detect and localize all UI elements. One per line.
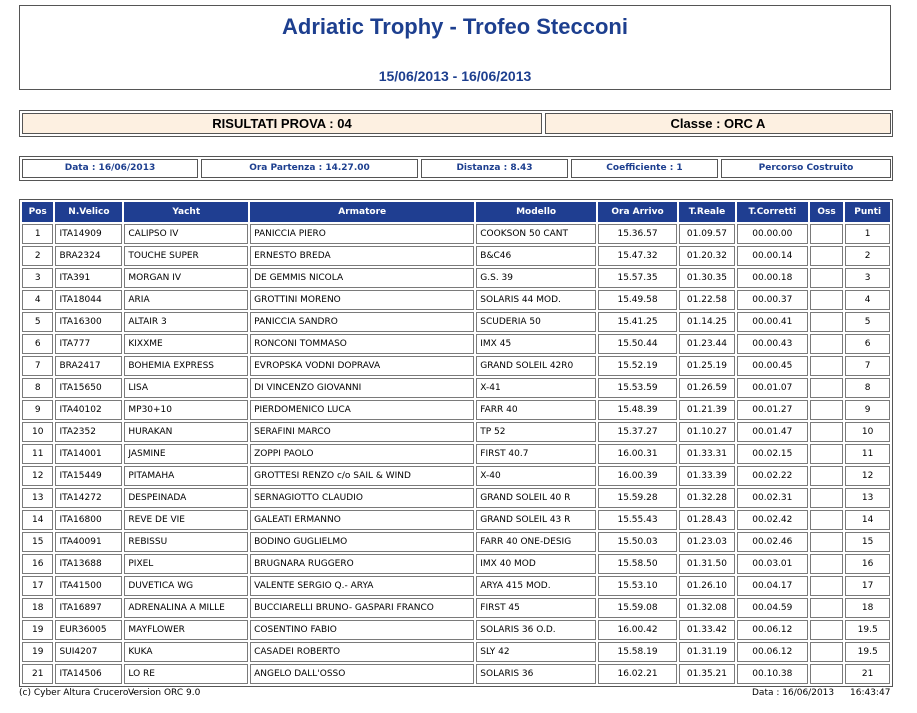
cell-corrected-time: 00.10.38 bbox=[737, 664, 808, 684]
cell-yacht: LO RE bbox=[124, 664, 248, 684]
cell-sail-number: ITA40102 bbox=[55, 400, 122, 420]
footer-copyright: (c) Cyber Altura Crucero - bbox=[19, 688, 135, 698]
cell-real-time: 01.10.27 bbox=[679, 422, 735, 442]
cell-points: 19.5 bbox=[845, 642, 890, 662]
cell-arrival-time: 16.00.31 bbox=[598, 444, 677, 464]
cell-model: X-41 bbox=[476, 378, 596, 398]
cell-model: TP 52 bbox=[476, 422, 596, 442]
cell-pos: 9 bbox=[22, 400, 53, 420]
cell-sail-number: BRA2417 bbox=[55, 356, 122, 376]
cell-pos: 5 bbox=[22, 312, 53, 332]
cell-model: SOLARIS 44 MOD. bbox=[476, 290, 596, 310]
table-row bbox=[22, 290, 890, 310]
cell-yacht: ARIA bbox=[124, 290, 248, 310]
cell-owner: BRUGNARA RUGGERO bbox=[250, 554, 474, 574]
cell-corrected-time: 00.00.41 bbox=[737, 312, 808, 332]
cell-arrival-time: 15.55.43 bbox=[598, 510, 677, 530]
cell-arrival-time: 15.41.25 bbox=[598, 312, 677, 332]
cell-corrected-time: 00.01.47 bbox=[737, 422, 808, 442]
footer-date: Data : 16/06/2013 bbox=[752, 688, 835, 698]
table-row bbox=[22, 620, 890, 640]
cell-model: IMX 45 bbox=[476, 334, 596, 354]
cell-owner: ANGELO DALL'OSSO bbox=[250, 664, 474, 684]
cell-sail-number: ITA13688 bbox=[55, 554, 122, 574]
cell-notes bbox=[810, 290, 843, 310]
cell-corrected-time: 00.00.45 bbox=[737, 356, 808, 376]
race-date: Data : 16/06/2013 bbox=[22, 159, 198, 178]
cell-points: 10 bbox=[845, 422, 890, 442]
cell-model: GRAND SOLEIL 43 R bbox=[476, 510, 596, 530]
cell-yacht: TOUCHE SUPER bbox=[124, 246, 248, 266]
cell-points: 13 bbox=[845, 488, 890, 508]
cell-sail-number: ITA16897 bbox=[55, 598, 122, 618]
cell-model: SCUDERIA 50 bbox=[476, 312, 596, 332]
cell-corrected-time: 00.06.12 bbox=[737, 620, 808, 640]
table-row bbox=[22, 356, 890, 376]
cell-sail-number: EUR36005 bbox=[55, 620, 122, 640]
results-table bbox=[19, 199, 893, 687]
cell-notes bbox=[810, 620, 843, 640]
cell-pos: 11 bbox=[22, 444, 53, 464]
cell-arrival-time: 16.00.39 bbox=[598, 466, 677, 486]
col-sail-number: N.Velico bbox=[55, 202, 122, 222]
cell-corrected-time: 00.00.14 bbox=[737, 246, 808, 266]
cell-points: 19.5 bbox=[845, 620, 890, 640]
cell-real-time: 01.31.19 bbox=[679, 642, 735, 662]
cell-arrival-time: 16.00.42 bbox=[598, 620, 677, 640]
cell-points: 17 bbox=[845, 576, 890, 596]
cell-arrival-time: 15.49.58 bbox=[598, 290, 677, 310]
cell-yacht: LISA bbox=[124, 378, 248, 398]
cell-sail-number: ITA41500 bbox=[55, 576, 122, 596]
cell-owner: PIERDOMENICO LUCA bbox=[250, 400, 474, 420]
cell-model: FARR 40 ONE-DESIG bbox=[476, 532, 596, 552]
col-owner: Armatore bbox=[250, 202, 474, 222]
cell-owner: COSENTINO FABIO bbox=[250, 620, 474, 640]
cell-owner: EVROPSKA VODNI DOPRAVA bbox=[250, 356, 474, 376]
cell-owner: SERNAGIOTTO CLAUDIO bbox=[250, 488, 474, 508]
cell-real-time: 01.32.08 bbox=[679, 598, 735, 618]
cell-arrival-time: 15.58.19 bbox=[598, 642, 677, 662]
cell-yacht: HURAKAN bbox=[124, 422, 248, 442]
cell-model: SOLARIS 36 O.D. bbox=[476, 620, 596, 640]
cell-pos: 12 bbox=[22, 466, 53, 486]
cell-sail-number: BRA2324 bbox=[55, 246, 122, 266]
cell-real-time: 01.31.50 bbox=[679, 554, 735, 574]
cell-sail-number: ITA16300 bbox=[55, 312, 122, 332]
cell-points: 8 bbox=[845, 378, 890, 398]
cell-sail-number: ITA40091 bbox=[55, 532, 122, 552]
cell-corrected-time: 00.01.07 bbox=[737, 378, 808, 398]
table-row bbox=[22, 444, 890, 464]
cell-notes bbox=[810, 246, 843, 266]
cell-yacht: BOHEMIA EXPRESS bbox=[124, 356, 248, 376]
cell-model: SLY 42 bbox=[476, 642, 596, 662]
cell-model: G.S. 39 bbox=[476, 268, 596, 288]
cell-notes bbox=[810, 576, 843, 596]
cell-arrival-time: 15.59.28 bbox=[598, 488, 677, 508]
cell-arrival-time: 16.02.21 bbox=[598, 664, 677, 684]
cell-owner: CASADEI ROBERTO bbox=[250, 642, 474, 662]
col-points: Punti bbox=[845, 202, 890, 222]
cell-pos: 17 bbox=[22, 576, 53, 596]
table-row bbox=[22, 422, 890, 442]
cell-pos: 10 bbox=[22, 422, 53, 442]
cell-yacht: ALTAIR 3 bbox=[124, 312, 248, 332]
cell-pos: 3 bbox=[22, 268, 53, 288]
cell-notes bbox=[810, 466, 843, 486]
table-row bbox=[22, 642, 890, 662]
cell-notes bbox=[810, 400, 843, 420]
cell-model: FARR 40 bbox=[476, 400, 596, 420]
class-label: Classe : ORC A bbox=[545, 113, 891, 134]
cell-model: SOLARIS 36 bbox=[476, 664, 596, 684]
table-row bbox=[22, 576, 890, 596]
table-row bbox=[22, 510, 890, 530]
cell-corrected-time: 00.00.18 bbox=[737, 268, 808, 288]
cell-notes bbox=[810, 532, 843, 552]
cell-pos: 2 bbox=[22, 246, 53, 266]
cell-model: X-40 bbox=[476, 466, 596, 486]
cell-corrected-time: 00.06.12 bbox=[737, 642, 808, 662]
cell-yacht: PIXEL bbox=[124, 554, 248, 574]
cell-corrected-time: 00.00.00 bbox=[737, 224, 808, 244]
cell-real-time: 01.14.25 bbox=[679, 312, 735, 332]
cell-corrected-time: 00.00.43 bbox=[737, 334, 808, 354]
cell-corrected-time: 00.01.27 bbox=[737, 400, 808, 420]
cell-pos: 19 bbox=[22, 642, 53, 662]
table-row bbox=[22, 598, 890, 618]
start-time: Ora Partenza : 14.27.00 bbox=[201, 159, 418, 178]
cell-sail-number: ITA2352 bbox=[55, 422, 122, 442]
cell-points: 7 bbox=[845, 356, 890, 376]
cell-arrival-time: 15.50.03 bbox=[598, 532, 677, 552]
cell-real-time: 01.26.59 bbox=[679, 378, 735, 398]
col-real-time: T.Reale bbox=[679, 202, 735, 222]
cell-points: 3 bbox=[845, 268, 890, 288]
race-info-bar bbox=[19, 156, 893, 181]
table-row bbox=[22, 312, 890, 332]
cell-sail-number: ITA16800 bbox=[55, 510, 122, 530]
cell-arrival-time: 15.59.08 bbox=[598, 598, 677, 618]
cell-yacht: ADRENALINA A MILLE bbox=[124, 598, 248, 618]
table-row bbox=[22, 400, 890, 420]
cell-arrival-time: 15.53.59 bbox=[598, 378, 677, 398]
cell-notes bbox=[810, 224, 843, 244]
cell-notes bbox=[810, 378, 843, 398]
cell-real-time: 01.20.32 bbox=[679, 246, 735, 266]
table-row bbox=[22, 664, 890, 684]
cell-arrival-time: 15.48.39 bbox=[598, 400, 677, 420]
cell-owner: SERAFINI MARCO bbox=[250, 422, 474, 442]
distance: Distanza : 8.43 bbox=[421, 159, 568, 178]
cell-real-time: 01.09.57 bbox=[679, 224, 735, 244]
cell-real-time: 01.32.28 bbox=[679, 488, 735, 508]
cell-yacht: MP30+10 bbox=[124, 400, 248, 420]
cell-owner: ZOPPI PAOLO bbox=[250, 444, 474, 464]
col-pos: Pos bbox=[22, 202, 53, 222]
cell-real-time: 01.30.35 bbox=[679, 268, 735, 288]
cell-yacht: KIXXME bbox=[124, 334, 248, 354]
cell-arrival-time: 15.58.50 bbox=[598, 554, 677, 574]
cell-sail-number: ITA15449 bbox=[55, 466, 122, 486]
cell-pos: 7 bbox=[22, 356, 53, 376]
cell-model: IMX 40 MOD bbox=[476, 554, 596, 574]
cell-sail-number: ITA391 bbox=[55, 268, 122, 288]
cell-owner: VALENTE SERGIO Q.- ARYA bbox=[250, 576, 474, 596]
race-results-label: RISULTATI PROVA : 04 bbox=[22, 113, 542, 134]
table-row bbox=[22, 532, 890, 552]
cell-owner: BODINO GUGLIELMO bbox=[250, 532, 474, 552]
cell-arrival-time: 15.53.10 bbox=[598, 576, 677, 596]
cell-real-time: 01.21.39 bbox=[679, 400, 735, 420]
cell-corrected-time: 00.02.15 bbox=[737, 444, 808, 464]
footer-time: 16:43:47 bbox=[850, 688, 891, 698]
event-title: Adriatic Trophy - Trofeo Stecconi bbox=[282, 14, 628, 39]
cell-yacht: MAYFLOWER bbox=[124, 620, 248, 640]
cell-real-time: 01.33.42 bbox=[679, 620, 735, 640]
cell-corrected-time: 00.02.31 bbox=[737, 488, 808, 508]
cell-corrected-time: 00.02.46 bbox=[737, 532, 808, 552]
cell-arrival-time: 15.47.32 bbox=[598, 246, 677, 266]
cell-arrival-time: 15.36.57 bbox=[598, 224, 677, 244]
col-model: Modello bbox=[476, 202, 596, 222]
cell-pos: 21 bbox=[22, 664, 53, 684]
cell-notes bbox=[810, 598, 843, 618]
cell-points: 12 bbox=[845, 466, 890, 486]
cell-owner: DI VINCENZO GIOVANNI bbox=[250, 378, 474, 398]
cell-notes bbox=[810, 356, 843, 376]
cell-real-time: 01.22.58 bbox=[679, 290, 735, 310]
col-notes: Oss bbox=[810, 202, 843, 222]
cell-pos: 15 bbox=[22, 532, 53, 552]
cell-points: 6 bbox=[845, 334, 890, 354]
cell-owner: GROTTINI MORENO bbox=[250, 290, 474, 310]
cell-pos: 16 bbox=[22, 554, 53, 574]
table-row bbox=[22, 224, 890, 244]
cell-pos: 18 bbox=[22, 598, 53, 618]
cell-sail-number: ITA18044 bbox=[55, 290, 122, 310]
cell-points: 21 bbox=[845, 664, 890, 684]
cell-corrected-time: 00.02.22 bbox=[737, 466, 808, 486]
cell-sail-number: ITA15650 bbox=[55, 378, 122, 398]
cell-real-time: 01.26.10 bbox=[679, 576, 735, 596]
cell-arrival-time: 15.50.44 bbox=[598, 334, 677, 354]
cell-notes bbox=[810, 422, 843, 442]
cell-model: COOKSON 50 CANT bbox=[476, 224, 596, 244]
cell-corrected-time: 00.02.42 bbox=[737, 510, 808, 530]
cell-points: 18 bbox=[845, 598, 890, 618]
cell-notes bbox=[810, 268, 843, 288]
cell-yacht: JASMINE bbox=[124, 444, 248, 464]
cell-pos: 4 bbox=[22, 290, 53, 310]
table-row bbox=[22, 488, 890, 508]
cell-real-time: 01.33.39 bbox=[679, 466, 735, 486]
cell-points: 5 bbox=[845, 312, 890, 332]
cell-real-time: 01.35.21 bbox=[679, 664, 735, 684]
cell-notes bbox=[810, 642, 843, 662]
cell-sail-number: ITA777 bbox=[55, 334, 122, 354]
cell-corrected-time: 00.04.17 bbox=[737, 576, 808, 596]
cell-notes bbox=[810, 554, 843, 574]
cell-points: 15 bbox=[845, 532, 890, 552]
cell-yacht: PITAMAHA bbox=[124, 466, 248, 486]
event-dates: 15/06/2013 - 16/06/2013 bbox=[378, 68, 532, 84]
cell-notes bbox=[810, 334, 843, 354]
cell-owner: PANICCIA PIERO bbox=[250, 224, 474, 244]
cell-model: GRAND SOLEIL 40 R bbox=[476, 488, 596, 508]
cell-points: 1 bbox=[845, 224, 890, 244]
col-yacht: Yacht bbox=[124, 202, 248, 222]
cell-corrected-time: 00.03.01 bbox=[737, 554, 808, 574]
cell-sail-number: ITA14909 bbox=[55, 224, 122, 244]
col-arrival-time: Ora Arrivo bbox=[598, 202, 677, 222]
cell-real-time: 01.28.43 bbox=[679, 510, 735, 530]
table-row bbox=[22, 246, 890, 266]
cell-owner: PANICCIA SANDRO bbox=[250, 312, 474, 332]
cell-owner: GROTTESI RENZO c/o SAIL & WIND bbox=[250, 466, 474, 486]
cell-pos: 1 bbox=[22, 224, 53, 244]
cell-real-time: 01.25.19 bbox=[679, 356, 735, 376]
cell-yacht: REBISSU bbox=[124, 532, 248, 552]
cell-points: 11 bbox=[845, 444, 890, 464]
table-row bbox=[22, 378, 890, 398]
cell-model: FIRST 40.7 bbox=[476, 444, 596, 464]
cell-owner: BUCCIARELLI BRUNO- GASPARI FRANCO bbox=[250, 598, 474, 618]
table-row bbox=[22, 268, 890, 288]
cell-model: B&C46 bbox=[476, 246, 596, 266]
table-row bbox=[22, 466, 890, 486]
table-row bbox=[22, 554, 890, 574]
cell-pos: 6 bbox=[22, 334, 53, 354]
cell-real-time: 01.33.31 bbox=[679, 444, 735, 464]
cell-points: 4 bbox=[845, 290, 890, 310]
cell-model: FIRST 45 bbox=[476, 598, 596, 618]
cell-pos: 19 bbox=[22, 620, 53, 640]
cell-owner: GALEATI ERMANNO bbox=[250, 510, 474, 530]
cell-real-time: 01.23.03 bbox=[679, 532, 735, 552]
cell-sail-number: SUI4207 bbox=[55, 642, 122, 662]
footer-version: Version ORC 9.0 bbox=[128, 688, 201, 698]
cell-sail-number: ITA14506 bbox=[55, 664, 122, 684]
cell-pos: 14 bbox=[22, 510, 53, 530]
cell-pos: 8 bbox=[22, 378, 53, 398]
cell-yacht: KUKA bbox=[124, 642, 248, 662]
cell-notes bbox=[810, 312, 843, 332]
cell-sail-number: ITA14001 bbox=[55, 444, 122, 464]
report-header bbox=[19, 5, 891, 90]
cell-pos: 13 bbox=[22, 488, 53, 508]
cell-owner: DE GEMMIS NICOLA bbox=[250, 268, 474, 288]
cell-notes bbox=[810, 444, 843, 464]
cell-yacht: MORGAN IV bbox=[124, 268, 248, 288]
cell-yacht: CALIPSO IV bbox=[124, 224, 248, 244]
table-row bbox=[22, 334, 890, 354]
cell-yacht: REVE DE VIE bbox=[124, 510, 248, 530]
cell-yacht: DUVETICA WG bbox=[124, 576, 248, 596]
cell-arrival-time: 15.57.35 bbox=[598, 268, 677, 288]
cell-notes bbox=[810, 488, 843, 508]
cell-model: ARYA 415 MOD. bbox=[476, 576, 596, 596]
cell-points: 2 bbox=[845, 246, 890, 266]
cell-sail-number: ITA14272 bbox=[55, 488, 122, 508]
cell-notes bbox=[810, 664, 843, 684]
cell-corrected-time: 00.00.37 bbox=[737, 290, 808, 310]
cell-corrected-time: 00.04.59 bbox=[737, 598, 808, 618]
table-header-row bbox=[22, 202, 890, 222]
cell-real-time: 01.23.44 bbox=[679, 334, 735, 354]
cell-points: 9 bbox=[845, 400, 890, 420]
cell-arrival-time: 15.37.27 bbox=[598, 422, 677, 442]
cell-owner: ERNESTO BREDA bbox=[250, 246, 474, 266]
cell-points: 14 bbox=[845, 510, 890, 530]
race-class-band bbox=[19, 110, 893, 137]
cell-owner: RONCONI TOMMASO bbox=[250, 334, 474, 354]
col-corrected-time: T.Corretti bbox=[737, 202, 808, 222]
cell-yacht: DESPEINADA bbox=[124, 488, 248, 508]
cell-notes bbox=[810, 510, 843, 530]
cell-arrival-time: 15.52.19 bbox=[598, 356, 677, 376]
cell-model: GRAND SOLEIL 42R0 bbox=[476, 356, 596, 376]
cell-points: 16 bbox=[845, 554, 890, 574]
course-type: Percorso Costruito bbox=[721, 159, 891, 178]
coefficient: Coefficiente : 1 bbox=[571, 159, 718, 178]
